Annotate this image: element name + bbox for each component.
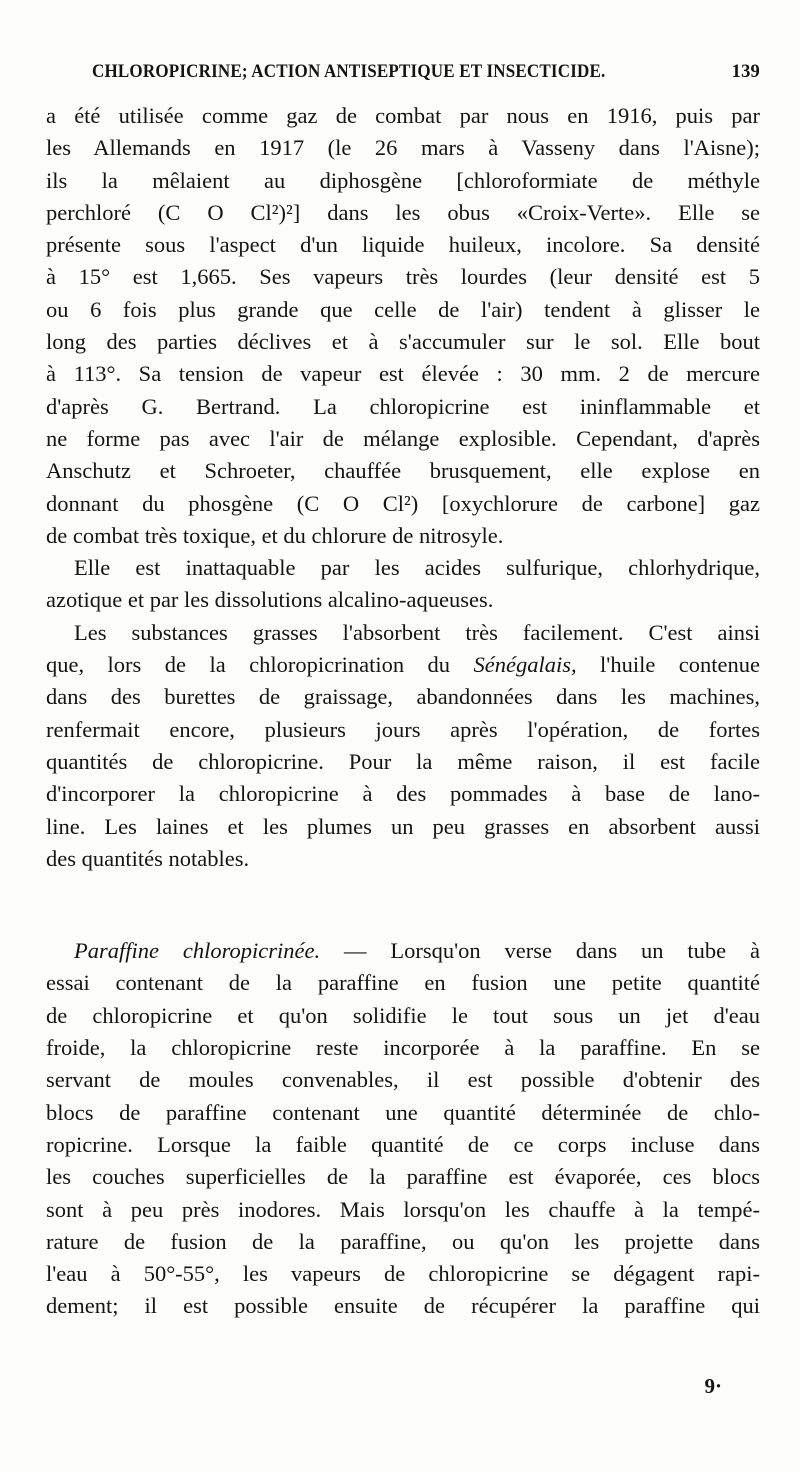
text-line: Les substances grasses l'absorbent très facilement. C'est ainsi	[74, 619, 760, 645]
paragraph-3	[46, 617, 760, 875]
text-line: ne forme pas avec l'air de mélange explosible. Cependant, d'après	[46, 425, 760, 451]
text-line: quantités de chloropicrine. Pour la même raison, il est facile	[46, 748, 760, 774]
text-line	[46, 1355, 760, 1387]
text-line: ropicrine. Lorsque la faible quantité de ce corps incluse dans	[46, 1131, 760, 1157]
text-line: rature de fusion de la paraffine, ou qu'on les projette dans	[46, 1228, 760, 1254]
text-fragment: que, lors de la chloropicrination du	[46, 652, 451, 678]
text-line: blocs de paraffine contenant une quantité déterminée de chlo-	[46, 1099, 760, 1125]
text-line: a été utilisée comme gaz de combat par nous en 1916, puis par	[46, 103, 760, 128]
text-line: présente sous l'aspect d'un liquide huileux, incolore. Sa densité	[46, 232, 760, 258]
text-line: sont à peu près inodores. Mais lorsqu'on les chauffe à la tempé-	[46, 1196, 760, 1222]
text-line: Elle est inattaquable par les acides sulfurique, chlorhydrique,	[74, 555, 760, 581]
text-line: ils la mêlaient au diphosgène [chloroformiate de méthyle	[46, 167, 760, 193]
text-line: donnant du phosgène (C O Cl²) [oxychlorure de carbone] gaz	[46, 490, 760, 516]
text-line: renfermait encore, plusieurs jours après l'opération, de fortes	[46, 716, 760, 742]
text-line: perchloré (C O Cl²)²] dans les obus «Croix-Verte». Elle se	[46, 199, 760, 225]
text-line: azotique et par les dissolutions alcalino-aqueuses.	[46, 587, 494, 613]
section-spacer	[46, 875, 760, 935]
text-line	[46, 1323, 760, 1355]
text-line: long des parties déclives et à s'accumuler sur le sol. Elle bout	[46, 329, 760, 355]
signature-mark: 9·	[704, 1374, 722, 1398]
paragraph-2	[46, 552, 760, 617]
text-line: d'incorporer la chloropicrine à des pommades à base de lano-	[46, 781, 760, 807]
text-line	[46, 935, 760, 967]
running-head	[92, 62, 760, 88]
text-line: d'après G. Bertrand. La chloropicrine est ininflammable et	[46, 393, 760, 419]
text-line	[46, 649, 760, 681]
text-line: servant de moules convenables, il est possible d'obtenir des	[46, 1067, 760, 1093]
paragraph-4	[46, 935, 760, 1387]
ship-name: Sénégalais,	[473, 652, 577, 678]
text-line: à 15° est 1,665. Ses vapeurs très lourdes (leur densité est 5	[46, 264, 760, 290]
body-text	[46, 100, 760, 1387]
text-line: l'eau à 50°-55°, les vapeurs de chloropicrine se dégagent rapi-	[46, 1261, 760, 1287]
section-heading: Paraffine chloropicrinée.	[74, 938, 321, 964]
text-line: Anschutz et Schroeter, chauffée brusquement, elle explose en	[46, 458, 760, 484]
text-line: ou 6 fois plus grande que celle de l'air) tendent à glisser le	[46, 296, 760, 322]
text-line: dement; il est possible ensuite de récupérer la paraffine qui	[46, 1293, 760, 1319]
text-line: des quantités notables.	[46, 845, 250, 871]
text-line: essai contenant de la paraffine en fusion une petite quantité	[46, 970, 760, 996]
text-line: de combat très toxique, et du chlorure de nitrosyle.	[46, 522, 504, 548]
text-line: à 113°. Sa tension de vapeur est élevée : 30 mm. 2 de mercure	[46, 361, 760, 387]
text-fragment: l'huile contenue	[600, 652, 760, 678]
text-line: de chloropicrine et qu'on solidifie le tout sous un jet d'eau	[46, 1002, 760, 1028]
text-line: line. Les laines et les plumes un peu grasses en absorbent aussi	[46, 813, 760, 839]
paragraph-1	[46, 100, 760, 552]
text-line: les Allemands en 1917 (le 26 mars à Vasseny dans l'Aisne);	[46, 135, 760, 161]
text-line: froide, la chloropicrine reste incorporée à la paraffine. En se	[46, 1035, 760, 1061]
text-line: les couches superficielles de la paraffine est évaporée, ces blocs	[46, 1164, 760, 1190]
page-number: 139	[731, 62, 760, 82]
text-fragment: — Lorsqu'on verse dans un tube à	[344, 938, 760, 964]
text-line: dans des burettes de graissage, abandonnées dans les machines,	[46, 684, 760, 710]
running-head-title: CHLOROPICRINE; ACTION ANTISEPTIQUE ET INSECTICIDE.	[92, 62, 606, 82]
